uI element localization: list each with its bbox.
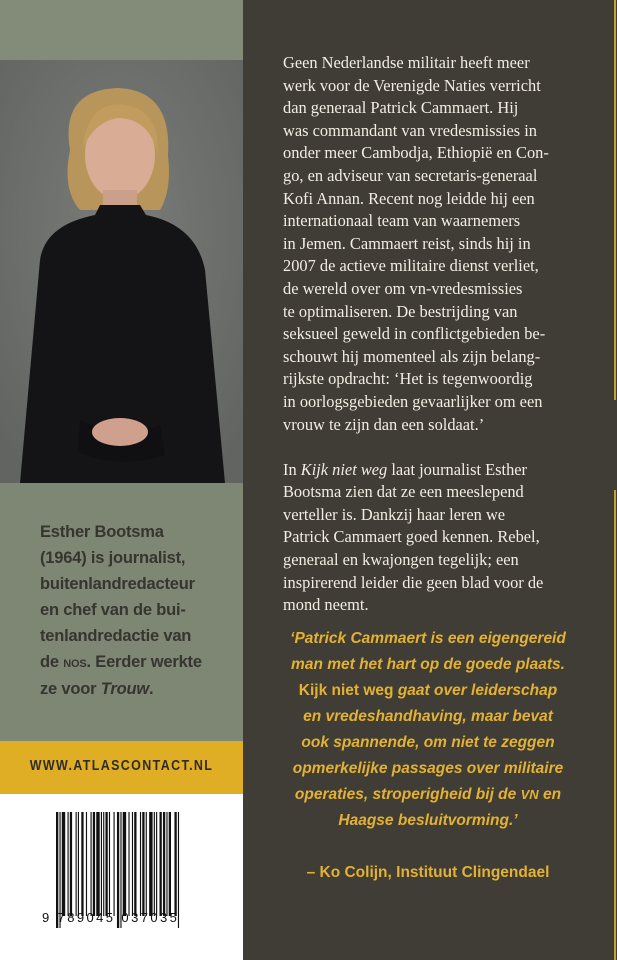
description-line: go, en adviseur van secretaris-generaal (283, 165, 538, 185)
description-line: onder meer Cambodja, Ethiopië en Con- (283, 143, 549, 163)
description-line: de wereld over om vn-vredesmissies (283, 278, 523, 298)
description-line: inspirerend leider die geen blad voor de (283, 572, 544, 592)
barcode-bar (156, 812, 157, 916)
barcode-bar (149, 812, 152, 916)
edge-line (614, 490, 616, 960)
barcode-bar (114, 812, 115, 916)
bio-text: ze voor (40, 680, 101, 698)
isbn-digits: 9 789045 037035 (42, 910, 180, 925)
description-line: rijkste opdracht: ‘Het is tegenwoordig (283, 369, 533, 389)
description-line: was commandant van vredesmissies in (283, 120, 537, 140)
quote-line: ook spannende, om niet te zeggen (301, 734, 555, 751)
barcode-area (0, 794, 243, 960)
book-title: Kijk niet weg (298, 682, 394, 699)
quote-line: opmerkelijke passages over militaire (292, 760, 564, 777)
left-column (0, 0, 243, 960)
barcode-bar (154, 812, 155, 916)
text: In (283, 459, 301, 479)
book-title: Kijk niet weg (300, 459, 388, 479)
barcode-bar (78, 812, 79, 916)
description-line: schouwt hij momenteel als zijn belang- (283, 346, 541, 366)
description-line: werk voor de Verenigde Naties verricht (283, 75, 541, 95)
paragraph-1 (283, 52, 549, 436)
author-bio (0, 483, 243, 741)
description-line: mond neemt. (283, 595, 369, 615)
quote-text: operaties, stroperigheid bij de (294, 786, 521, 803)
barcode-bar (166, 812, 167, 916)
barcode-bar (93, 812, 95, 916)
bio-line (40, 676, 202, 702)
quote-text: en (538, 786, 562, 803)
description-line: Geen Nederlandse militair heeft meer (283, 53, 530, 72)
barcode-bar (86, 812, 87, 916)
quote-line: en vredeshandhaving, maar bevat (303, 708, 553, 725)
barcode-bar (123, 812, 126, 916)
bio-line: buitenlandredacteur (40, 575, 195, 593)
description-line (283, 459, 549, 482)
barcode-bar (169, 812, 171, 916)
description-line: Patrick Cammaert goed kennen. Rebel, (283, 527, 540, 547)
paragraph-2 (283, 481, 549, 617)
bio-text: . (148, 680, 154, 698)
description-line: dan generaal Patrick Cammaert. Hij (283, 98, 519, 118)
bio-line (40, 649, 202, 676)
bio-line: Esther Bootsma (40, 523, 164, 541)
description-line: te optimaliseren. De bestrijding van (283, 301, 518, 321)
barcode-bar (146, 812, 147, 916)
description (283, 52, 549, 617)
barcode-bar (62, 812, 65, 916)
text: laat journalist Esther (387, 459, 528, 479)
quote-line (263, 678, 593, 704)
barcode-bar (105, 812, 107, 916)
bio-italic: Trouw (100, 680, 149, 698)
bio-abbrev: nos (63, 654, 87, 671)
barcode-bar (103, 812, 104, 916)
quote-line: Haagse besluitvorming.’ (338, 812, 518, 829)
barcode-bar (76, 812, 77, 916)
barcode-bar (160, 812, 162, 916)
right-column (243, 0, 617, 960)
quote-line: man met het hart op de goede plaats. (291, 656, 565, 673)
description-line: seksueel geweld in conflictgebieden be- (283, 324, 546, 344)
barcode-bar (174, 812, 176, 916)
barcode-bar (70, 812, 72, 916)
description-line: in Jemen. Cammaert reist, sinds hij in (283, 233, 531, 253)
description-line: vrouw te zijn dan een soldaat.’ (283, 414, 485, 434)
top-band (0, 0, 243, 60)
bio-text: . Eerder werkte (86, 653, 202, 671)
bio-line: (1964) is journalist, (40, 549, 186, 567)
bio-line: en chef van de bui- (40, 601, 186, 619)
edge-line (614, 0, 616, 400)
quote-attribution: – Ko Colijn, Instituut Clingendael (306, 864, 550, 881)
description-line: generaal en kwajongen tegelijk; een (283, 550, 519, 570)
barcode-bar (142, 812, 144, 916)
barcode-bar (109, 812, 110, 916)
quote-text: gaat over leiderschap (393, 682, 558, 699)
quote-line (263, 782, 593, 808)
barcode-bar (81, 812, 83, 916)
description-line: internationaal team van waarnemers (283, 211, 521, 231)
barcode-bar (140, 812, 141, 916)
barcode-bar (134, 812, 136, 916)
barcode-bar (101, 812, 102, 916)
description-line: Kofi Annan. Recent nog leidde hij een (283, 188, 535, 208)
blurb-quote (263, 626, 593, 886)
barcode-bar (132, 812, 133, 916)
bio-text: de (40, 653, 64, 671)
barcode-bar (128, 812, 129, 916)
publisher-url[interactable]: WWW.ATLASCONTACT.NL (29, 758, 214, 774)
description-line: Bootsma zien dat ze een meeslepend (283, 482, 524, 502)
barcode-bar (96, 812, 99, 916)
description-line: in oorlogsgebieden gevaarlijker om een (283, 391, 543, 411)
quote-abbrev: VN (520, 787, 539, 802)
publisher-band (0, 741, 243, 794)
barcode-bar (163, 812, 165, 916)
barcode-bar (68, 812, 69, 916)
author-photo (0, 60, 243, 483)
description-line: 2007 de actieve militaire dienst verliet, (283, 256, 539, 276)
bio-line: tenlandredactie van (40, 627, 192, 645)
barcode-bar (91, 812, 92, 916)
description-line: verteller is. Dankzij haar leren we (283, 504, 506, 524)
quote-line: ‘Patrick Cammaert is een eigengereid (290, 630, 566, 647)
